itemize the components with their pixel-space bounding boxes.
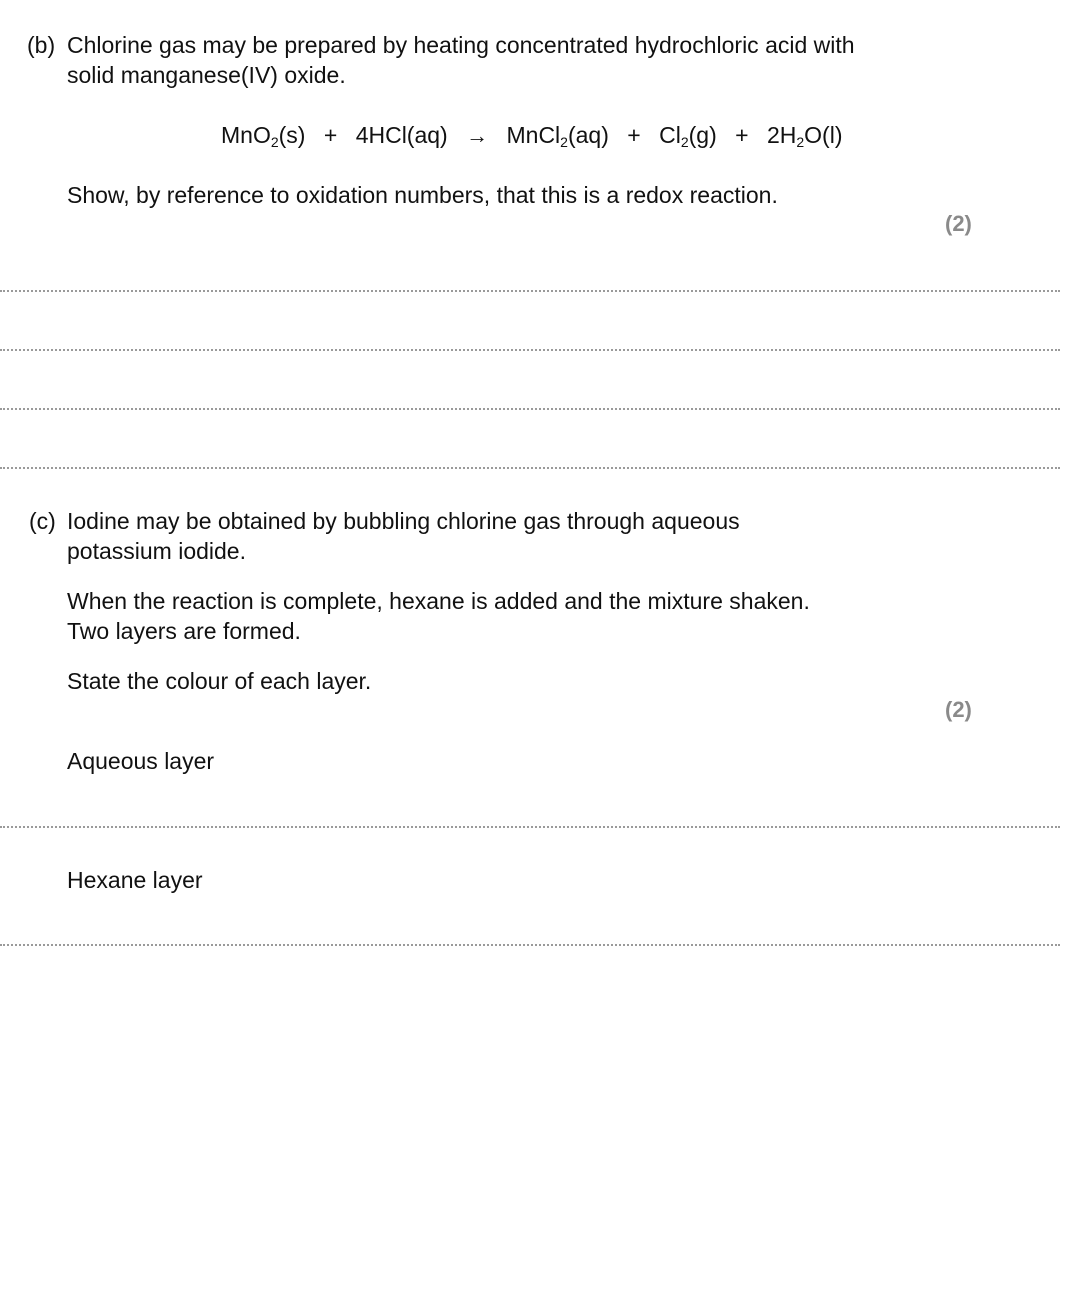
part-c-info-line1: When the reaction is complete, hexane is added and the mixture shaken. bbox=[67, 588, 810, 614]
answer-line[interactable] bbox=[0, 290, 1060, 292]
answer-line[interactable] bbox=[0, 349, 1060, 351]
equation-term-cl2: $Cl_2(g)$ bbox=[659, 122, 717, 150]
equation-term-mncl2: MnCl$_2$(aq) bbox=[506, 122, 609, 150]
chemical-equation bbox=[221, 118, 843, 153]
part-b-label: (b) bbox=[27, 32, 56, 58]
part-c-marks: (2) bbox=[945, 697, 972, 722]
equation-plus: + bbox=[735, 122, 749, 148]
equation-term-h2o: $2H_2O(l)$ bbox=[766, 122, 843, 150]
hexane-answer-line[interactable] bbox=[0, 944, 1060, 946]
aqueous-answer-line[interactable] bbox=[0, 826, 1060, 828]
hexane-layer-label: Hexane layer bbox=[67, 867, 203, 893]
equation-plus: + bbox=[627, 122, 641, 148]
part-b-marks: (2) bbox=[945, 211, 972, 236]
part-c-intro-line1: Iodine may be obtained by bubbling chlorine gas through aqueous bbox=[67, 508, 740, 534]
part-b-intro-line2: solid manganese(IV) oxide. bbox=[67, 62, 346, 88]
part-c-question: State the colour of each layer. bbox=[67, 668, 372, 694]
aqueous-layer-label: Aqueous layer bbox=[67, 748, 215, 774]
part-c-info-line2: Two layers are formed. bbox=[67, 618, 301, 644]
part-b-question: Show, by reference to oxidation numbers, that this is a redox reaction. bbox=[67, 182, 778, 208]
answer-line[interactable] bbox=[0, 408, 1060, 410]
answer-line[interactable] bbox=[0, 467, 1060, 469]
reaction-arrow-icon: → bbox=[466, 123, 489, 148]
equation-term-hcl: 4HCl(aq) bbox=[355, 122, 448, 148]
equation-term-mno2: MnO$_2$(s) bbox=[221, 122, 306, 150]
part-b-intro-line1: Chlorine gas may be prepared by heating concentrated hydrochloric acid with bbox=[67, 32, 855, 58]
part-c-label: (c) bbox=[29, 508, 56, 534]
part-c-intro-line2: potassium iodide. bbox=[67, 538, 246, 564]
equation-plus: + bbox=[323, 122, 338, 148]
